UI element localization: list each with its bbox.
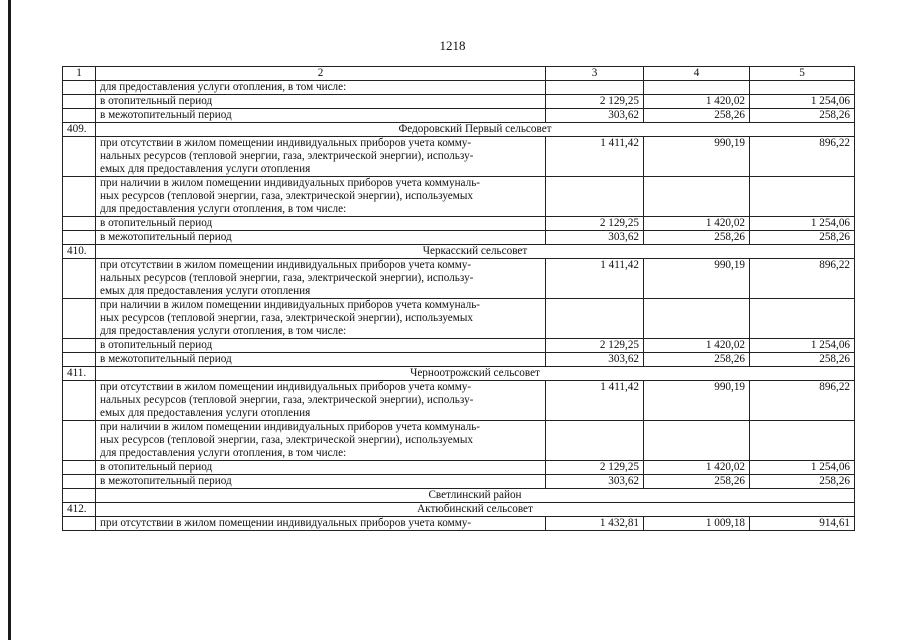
value-cell: 258,26 [750, 475, 855, 489]
value-cell: 990,19 [644, 137, 750, 177]
description-line: при наличии в жилом помещении индивидуальных приборов учета коммуналь- [100, 177, 481, 189]
empty-index-cell [63, 81, 96, 95]
value-row [63, 461, 855, 475]
value-cell [750, 421, 855, 461]
value-cell: 1 420,02 [644, 461, 750, 475]
value-cell [750, 177, 855, 217]
value-row [63, 217, 855, 231]
value-cell: 258,26 [750, 109, 855, 123]
value-cell: 2 129,25 [546, 95, 644, 109]
section-number: 410. [63, 245, 96, 259]
empty-index-cell [63, 461, 96, 475]
value-cell: 1 254,06 [750, 339, 855, 353]
description-cell [96, 299, 546, 339]
value-cell [546, 81, 644, 95]
period-label: в отопительный период [96, 217, 546, 231]
description-cell [96, 421, 546, 461]
empty-index-cell [63, 517, 96, 531]
value-cell: 258,26 [644, 475, 750, 489]
value-cell: 1 254,06 [750, 217, 855, 231]
description-line: при отсутствии в жилом помещении индивидуальных приборов учета комму- [100, 381, 472, 393]
value-cell: 303,62 [546, 109, 644, 123]
value-row [63, 353, 855, 367]
description-line: для предоставления услуги отопления, в том числе: [100, 447, 347, 459]
section-name: Актюбинский сельсовет [96, 503, 855, 517]
tariff-table [62, 66, 855, 531]
description-line: ных ресурсов (тепловой энергии, газа, электрической энергии), используемых [100, 434, 473, 446]
description-row [63, 81, 855, 95]
empty-index-cell [63, 381, 96, 421]
value-cell: 1 009,18 [644, 517, 750, 531]
value-cell [644, 81, 750, 95]
value-cell [546, 177, 644, 217]
value-cell: 303,62 [546, 475, 644, 489]
description-row [63, 299, 855, 339]
period-label: в отопительный период [96, 95, 546, 109]
header-cell-1: 1 [63, 67, 96, 81]
description-line: ных ресурсов (тепловой энергии, газа, электрической энергии), используемых [100, 312, 473, 324]
value-cell: 1 254,06 [750, 95, 855, 109]
value-cell: 896,22 [750, 137, 855, 177]
description-row [63, 421, 855, 461]
header-cell-2: 2 [96, 67, 546, 81]
value-row [63, 95, 855, 109]
value-cell [644, 299, 750, 339]
district-name: Светлинский район [96, 489, 855, 503]
section-row [63, 245, 855, 259]
header-row [63, 67, 855, 81]
description-line: нальных ресурсов (тепловой энергии, газа, электрической энергии), использу- [100, 150, 474, 162]
scan-left-edge [8, 0, 11, 640]
empty-index-cell [63, 217, 96, 231]
value-row [63, 109, 855, 123]
section-name: Федоровский Первый сельсовет [96, 123, 855, 137]
value-cell: 258,26 [644, 231, 750, 245]
period-label: в отопительный период [96, 339, 546, 353]
section-number: 412. [63, 503, 96, 517]
value-cell: 1 411,42 [546, 137, 644, 177]
value-cell: 303,62 [546, 353, 644, 367]
value-cell: 990,19 [644, 381, 750, 421]
value-cell: 896,22 [750, 259, 855, 299]
description-row [63, 259, 855, 299]
description-cell [96, 177, 546, 217]
value-cell: 1 254,06 [750, 461, 855, 475]
description-line: для предоставления услуги отопления, в том числе: [100, 325, 347, 337]
value-cell: 1 411,42 [546, 381, 644, 421]
value-row [63, 231, 855, 245]
empty-index-cell [63, 109, 96, 123]
section-row [63, 123, 855, 137]
empty-index-cell [63, 95, 96, 109]
description-row [63, 137, 855, 177]
description-line: для предоставления услуги отопления, в том числе: [100, 203, 347, 215]
empty-index-cell [63, 259, 96, 299]
value-cell: 1 432,81 [546, 517, 644, 531]
description-cell [96, 137, 546, 177]
value-cell: 258,26 [644, 109, 750, 123]
section-number: 411. [63, 367, 96, 381]
value-cell [644, 421, 750, 461]
description-line: нальных ресурсов (тепловой энергии, газа, электрической энергии), использу- [100, 394, 474, 406]
value-cell: 258,26 [750, 231, 855, 245]
empty-index-cell [63, 231, 96, 245]
empty-index-cell [63, 299, 96, 339]
description-line: емых для предоставления услуги отопления [100, 163, 311, 175]
value-cell: 2 129,25 [546, 217, 644, 231]
description-line: ных ресурсов (тепловой энергии, газа, электрической энергии), используемых [100, 190, 473, 202]
empty-index-cell [63, 489, 96, 503]
header-cell-4: 4 [644, 67, 750, 81]
value-cell: 258,26 [750, 353, 855, 367]
value-cell: 1 420,02 [644, 339, 750, 353]
value-cell: 2 129,25 [546, 339, 644, 353]
section-name: Черкасский сельсовет [96, 245, 855, 259]
period-label: в межотопительный период [96, 231, 546, 245]
description-line: при наличии в жилом помещении индивидуальных приборов учета коммуналь- [100, 421, 481, 433]
value-row [63, 517, 855, 531]
value-cell [546, 299, 644, 339]
value-cell: 990,19 [644, 259, 750, 299]
value-cell: 1 420,02 [644, 217, 750, 231]
period-label: в межотопительный период [96, 475, 546, 489]
value-cell [750, 81, 855, 95]
period-label: при отсутствии в жилом помещении индивидуальных приборов учета комму- [96, 517, 546, 531]
empty-index-cell [63, 177, 96, 217]
value-cell: 1 411,42 [546, 259, 644, 299]
period-label: в межотопительный период [96, 109, 546, 123]
value-cell [644, 177, 750, 217]
description-cell [96, 259, 546, 299]
description-cell: для предоставления услуги отопления, в том числе: [96, 81, 546, 95]
description-cell [96, 381, 546, 421]
section-row [63, 367, 855, 381]
empty-index-cell [63, 137, 96, 177]
value-cell: 1 420,02 [644, 95, 750, 109]
empty-index-cell [63, 475, 96, 489]
page-number: 1218 [439, 38, 466, 53]
empty-index-cell [63, 339, 96, 353]
section-row [63, 503, 855, 517]
empty-index-cell [63, 421, 96, 461]
header-cell-3: 3 [546, 67, 644, 81]
description-row [63, 381, 855, 421]
value-cell: 896,22 [750, 381, 855, 421]
description-line: емых для предоставления услуги отопления [100, 407, 311, 419]
description-line: емых для предоставления услуги отопления [100, 285, 311, 297]
tariff-table-body [63, 67, 855, 531]
section-number: 409. [63, 123, 96, 137]
description-row [63, 177, 855, 217]
value-cell [546, 421, 644, 461]
section-name: Черноотрожский сельсовет [96, 367, 855, 381]
value-cell: 303,62 [546, 231, 644, 245]
description-line: при отсутствии в жилом помещении индивидуальных приборов учета комму- [100, 137, 472, 149]
description-line: при отсутствии в жилом помещении индивидуальных приборов учета комму- [100, 259, 472, 271]
description-line: при наличии в жилом помещении индивидуальных приборов учета коммуналь- [100, 299, 481, 311]
value-cell: 2 129,25 [546, 461, 644, 475]
district-row [63, 489, 855, 503]
value-cell [750, 299, 855, 339]
period-label: в отопительный период [96, 461, 546, 475]
value-row [63, 339, 855, 353]
description-line: нальных ресурсов (тепловой энергии, газа, электрической энергии), использу- [100, 272, 474, 284]
value-row [63, 475, 855, 489]
empty-index-cell [63, 353, 96, 367]
period-label: в межотопительный период [96, 353, 546, 367]
value-cell: 258,26 [644, 353, 750, 367]
header-cell-5: 5 [750, 67, 855, 81]
value-cell: 914,61 [750, 517, 855, 531]
